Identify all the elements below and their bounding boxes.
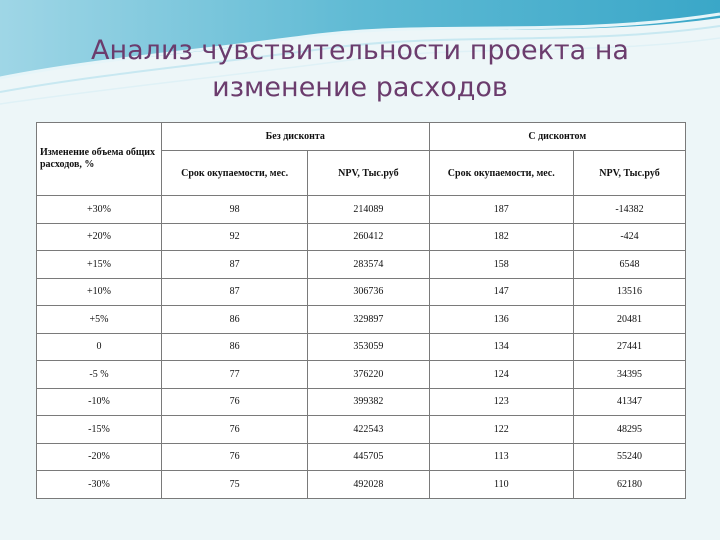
cell-payback: 75	[162, 471, 308, 499]
cell-payback: 98	[162, 196, 308, 224]
cell-npv: 492028	[308, 471, 429, 499]
cell-payback-discount: 158	[429, 251, 573, 279]
cell-npv-discount: 55240	[573, 443, 685, 471]
cell-payback-discount: 136	[429, 306, 573, 334]
cell-npv: 306736	[308, 278, 429, 306]
cell-payback: 77	[162, 361, 308, 389]
cell-payback-discount: 124	[429, 361, 573, 389]
cell-change: 0	[37, 333, 162, 361]
cell-change: +15%	[37, 251, 162, 279]
header-npv-no-discount: NPV, Тыс.руб	[308, 151, 429, 196]
cell-payback: 76	[162, 388, 308, 416]
cell-npv-discount: 13516	[573, 278, 685, 306]
cell-npv: 422543	[308, 416, 429, 444]
cell-payback-discount: 123	[429, 388, 573, 416]
cell-payback: 92	[162, 223, 308, 251]
cell-npv-discount: 27441	[573, 333, 685, 361]
header-change: Изменение объема общих расходов, %	[37, 123, 162, 196]
header-no-discount: Без дисконта	[162, 123, 430, 151]
cell-change: +20%	[37, 223, 162, 251]
table-row	[37, 471, 686, 499]
table-row	[37, 196, 686, 224]
cell-payback: 76	[162, 416, 308, 444]
header-payback-no-discount: Срок окупаемости, мес.	[162, 151, 308, 196]
table-row	[37, 333, 686, 361]
cell-payback-discount: 110	[429, 471, 573, 499]
cell-payback-discount: 182	[429, 223, 573, 251]
cell-npv: 399382	[308, 388, 429, 416]
cell-npv: 329897	[308, 306, 429, 334]
table-row	[37, 278, 686, 306]
cell-npv: 260412	[308, 223, 429, 251]
cell-npv-discount: 41347	[573, 388, 685, 416]
cell-npv-discount: 48295	[573, 416, 685, 444]
cell-npv-discount: 6548	[573, 251, 685, 279]
table-row	[37, 251, 686, 279]
cell-payback-discount: 187	[429, 196, 573, 224]
table-row	[37, 416, 686, 444]
cell-npv: 445705	[308, 443, 429, 471]
header-discount: С дисконтом	[429, 123, 685, 151]
slide-title-line1: Анализ чувствительности проекта на	[91, 35, 629, 66]
cell-change: +10%	[37, 278, 162, 306]
slide-title-line2: изменение расходов	[212, 72, 508, 103]
cell-payback: 87	[162, 251, 308, 279]
cell-change: -5 %	[37, 361, 162, 389]
cell-npv-discount: -14382	[573, 196, 685, 224]
cell-change: +30%	[37, 196, 162, 224]
cell-change: -30%	[37, 471, 162, 499]
cell-npv: 214089	[308, 196, 429, 224]
cell-payback-discount: 147	[429, 278, 573, 306]
cell-payback-discount: 113	[429, 443, 573, 471]
header-payback-discount: Срок окупаемости, мес.	[429, 151, 573, 196]
table-row	[37, 388, 686, 416]
slide-title	[80, 32, 640, 106]
cell-npv-discount: 34395	[573, 361, 685, 389]
header-npv-discount: NPV, Тыс.руб	[573, 151, 685, 196]
cell-change: -15%	[37, 416, 162, 444]
cell-change: -10%	[37, 388, 162, 416]
cell-npv-discount: 62180	[573, 471, 685, 499]
cell-change: +5%	[37, 306, 162, 334]
cell-payback: 76	[162, 443, 308, 471]
cell-payback: 87	[162, 278, 308, 306]
table-row	[37, 443, 686, 471]
table-row	[37, 306, 686, 334]
cell-npv: 283574	[308, 251, 429, 279]
sensitivity-table	[36, 122, 686, 499]
cell-npv-discount: 20481	[573, 306, 685, 334]
cell-payback-discount: 122	[429, 416, 573, 444]
cell-change: -20%	[37, 443, 162, 471]
cell-npv-discount: -424	[573, 223, 685, 251]
table-row	[37, 361, 686, 389]
cell-npv: 353059	[308, 333, 429, 361]
cell-payback: 86	[162, 306, 308, 334]
cell-payback-discount: 134	[429, 333, 573, 361]
cell-payback: 86	[162, 333, 308, 361]
cell-npv: 376220	[308, 361, 429, 389]
table-row	[37, 223, 686, 251]
